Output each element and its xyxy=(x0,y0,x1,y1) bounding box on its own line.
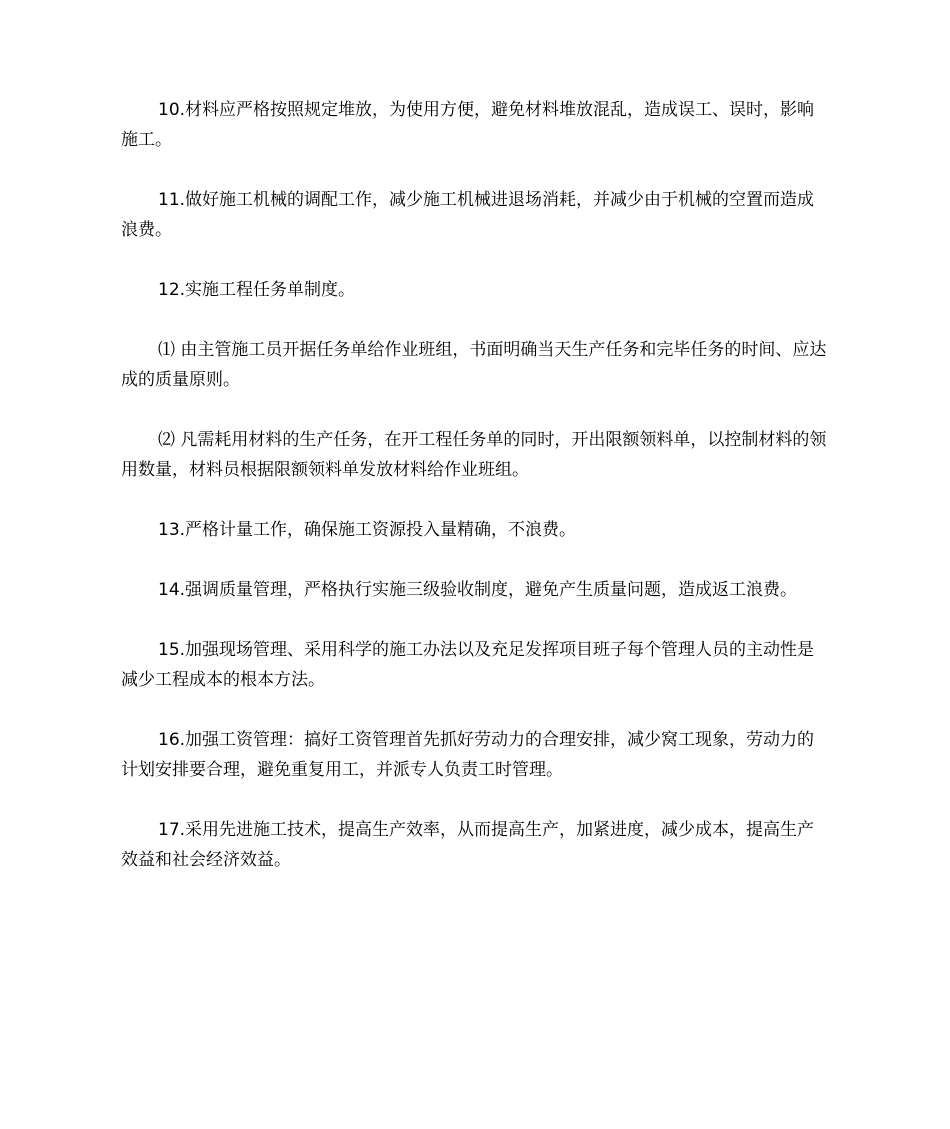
paragraph-item-13: 13.严格计量工作，确保施工资源投入量精确，不浪费。 xyxy=(158,520,577,540)
paragraph-item-10: 10.材料应严格按照规定堆放，为使用方便，避免材料堆放混乱，造成误工、误时，影响施工。 xyxy=(121,100,815,150)
paragraph-item-15: 15.加强现场管理、采用科学的施工办法以及充足发挥项目班子每个管理人员的主动性是减少工程成本的根本方法。 xyxy=(121,640,815,690)
paragraph-item-17: 17.采用先进施工技术，提高生产效率，从而提高生产，加紧进度，减少成本，提高生产效益和社会经济效益。 xyxy=(121,820,815,870)
paragraph-item-12: 12.实施工程任务单制度。 xyxy=(158,280,356,300)
paragraph-item-16: 16.加强工资管理：搞好工资管理首先抓好劳动力的合理安排，减少窝工现象，劳动力的计划安排要合理，避免重复用工，并派专人负责工时管理。 xyxy=(121,730,815,780)
paragraph-item-11: 11.做好施工机械的调配工作，减少施工机械进退场消耗，并减少由于机械的空置而造成浪费。 xyxy=(121,190,815,240)
document-body xyxy=(121,95,831,875)
paragraph-subitem-1: ⑴ 由主管施工员开据任务单给作业班组，书面明确当天生产任务和完毕任务的时间、应达成的质量原则。 xyxy=(121,340,827,390)
paragraph-item-14: 14.强调质量管理，严格执行实施三级验收制度，避免产生质量问题，造成返工浪费。 xyxy=(158,580,798,600)
paragraph-subitem-2: ⑵ 凡需耗用材料的生产任务，在开工程任务单的同时，开出限额领料单，以控制材料的领用数量，材料员根据限额领料单发放材料给作业班组。 xyxy=(121,430,827,480)
